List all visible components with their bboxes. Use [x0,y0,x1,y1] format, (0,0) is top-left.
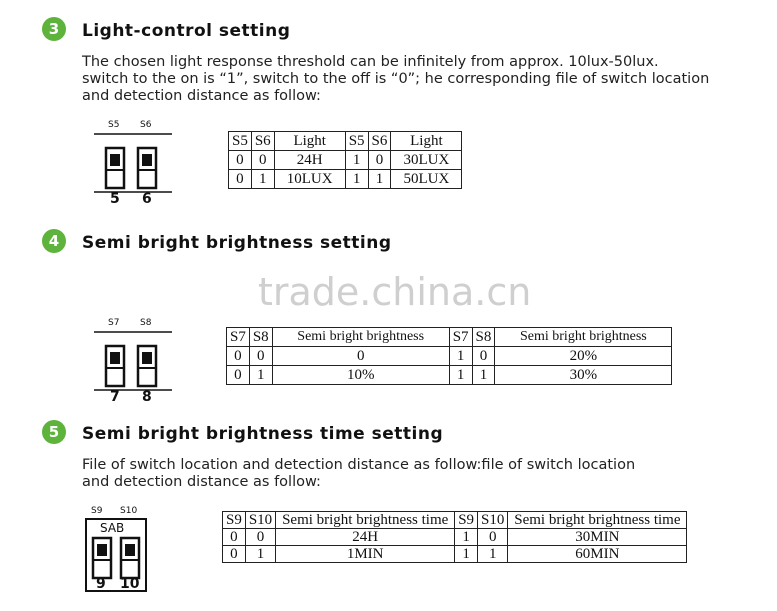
table-header-cell: S5 [345,132,368,151]
table-header-cell: Light [391,132,462,151]
table-cell: 1 [455,546,478,563]
paragraph-line: File of switch location and detection distance as follow:file of switch location [82,457,636,473]
switch-box-label: SAB [100,521,125,535]
table-header-cell: Semi bright brightness time [276,512,455,529]
table-cell: 0 [227,366,250,385]
table-cell: 0 [368,151,391,170]
light-control-table [228,131,462,189]
section-3-title: Light-control setting [82,21,291,41]
table-cell: 0 [472,347,495,366]
table-header-cell: S9 [223,512,246,529]
table-cell: 20% [495,347,672,366]
dip-switch-icon [94,118,174,208]
section-5-paragraph [82,457,635,491]
table-header-cell: S6 [368,132,391,151]
table-row [227,347,672,366]
switch-number-5: 5 [110,191,120,207]
table-header-cell: S7 [449,328,472,347]
table-header-cell: Semi bright brightness [495,328,672,347]
table-cell: 1 [345,151,368,170]
table-header-cell: S10 [245,512,275,529]
semi-bright-time-table [222,511,687,563]
table-header-cell: Semi bright brightness time [508,512,687,529]
table-cell: 0 [223,546,246,563]
table-cell: 0 [272,347,449,366]
table-header-row [223,512,687,529]
dip-switch-icon [94,316,174,406]
table-cell: 0 [245,529,275,546]
table-header-cell: S10 [478,512,508,529]
switch-label-s8: S8 [140,318,152,328]
switch-label-s7: S7 [108,318,120,328]
table-header-cell: Light [274,132,345,151]
switch-number-8: 8 [142,389,152,405]
table-header-row [229,132,462,151]
switch-label-s10: S10 [120,506,138,516]
table-cell: 0 [478,529,508,546]
switch-number-7: 7 [110,389,120,405]
paragraph-line: The chosen light response threshold can be infinitely from approx. 10lux-50lux. [82,54,659,70]
paragraph-line: and detection distance as follow: [82,474,321,490]
table-cell: 1 [245,546,275,563]
semi-bright-brightness-table [226,327,672,385]
switch-number-9: 9 [96,576,106,592]
section-4-title: Semi bright brightness setting [82,233,392,253]
table-header-cell: S8 [249,328,272,347]
table-cell: 0 [223,529,246,546]
table-cell: 0 [227,347,250,366]
table-header-cell: S5 [229,132,252,151]
table-row [229,151,462,170]
switch-number-6: 6 [142,191,152,207]
table-cell: 1 [368,170,391,189]
section-5-badge: 5 [42,420,66,444]
table-cell: 10LUX [274,170,345,189]
table-cell: 1 [249,366,272,385]
table-cell: 60MIN [508,546,687,563]
dip-switch-s9-s10 [84,504,154,604]
table-header-cell: S8 [472,328,495,347]
table-header-row [227,328,672,347]
table-cell: 10% [272,366,449,385]
switch-number-10: 10 [120,576,140,592]
table-cell: 24H [274,151,345,170]
watermark: trade.china.cn [258,270,532,314]
table-row [223,546,687,563]
table-cell: 30LUX [391,151,462,170]
table-cell: 1 [472,366,495,385]
switch-label-s5: S5 [108,120,120,130]
table-cell: 1MIN [276,546,455,563]
table-header-cell: S7 [227,328,250,347]
table-cell: 1 [251,170,274,189]
table-header-cell: S6 [251,132,274,151]
table-cell: 1 [478,546,508,563]
section-3-badge: 3 [42,17,66,41]
table-cell: 1 [449,366,472,385]
table-cell: 1 [449,347,472,366]
dip-switch-s7-s8 [94,316,174,406]
table-cell: 0 [229,151,252,170]
table-cell: 30% [495,366,672,385]
paragraph-line: and detection distance as follow: [82,88,321,104]
section-3-paragraph [82,54,709,105]
paragraph-line: switch to the on is “1”, switch to the off is “0”; he corresponding file of switch location [82,71,710,87]
table-cell: 24H [276,529,455,546]
table-cell: 30MIN [508,529,687,546]
table-row [229,170,462,189]
dip-switch-icon [84,504,154,604]
table-cell: 50LUX [391,170,462,189]
table-row [227,366,672,385]
section-4-badge: 4 [42,229,66,253]
table-cell: 1 [455,529,478,546]
dip-switch-s5-s6 [94,118,174,208]
switch-label-s9: S9 [91,506,103,516]
table-cell: 0 [251,151,274,170]
table-cell: 0 [229,170,252,189]
table-header-cell: S9 [455,512,478,529]
section-5-title: Semi bright brightness time setting [82,424,444,444]
table-cell: 0 [249,347,272,366]
table-row [223,529,687,546]
table-header-cell: Semi bright brightness [272,328,449,347]
table-cell: 1 [345,170,368,189]
switch-label-s6: S6 [140,120,152,130]
